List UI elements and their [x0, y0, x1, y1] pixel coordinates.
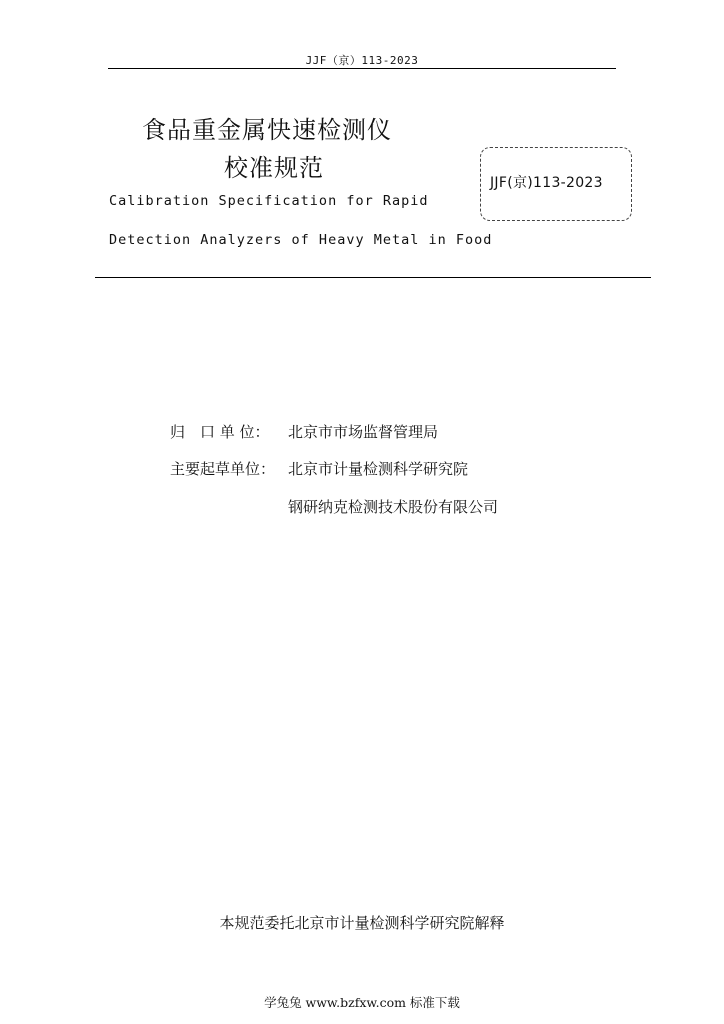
- footer-watermark-text: 学兔兔 www.bzfxw.com 标准下载: [264, 995, 460, 1010]
- title-english-line-2: Detection Analyzers of Heavy Metal in Food: [109, 232, 493, 248]
- header-divider: [108, 68, 616, 69]
- header-standard-code: JJF（京）113-2023: [305, 54, 419, 67]
- interpretation-statement: 本规范委托北京市计量检测科学研究院解释: [219, 914, 505, 932]
- responsible-unit-value: 北京市市场监督管理局: [288, 423, 439, 441]
- standard-code-box-text: JJF(京)113-2023: [490, 175, 603, 191]
- title-english-line-1: Calibration Specification for Rapid: [109, 193, 429, 209]
- title-chinese-line-2: 校准规范: [224, 154, 324, 182]
- drafting-unit-value-1: 北京市计量检测科学研究院: [288, 460, 469, 478]
- title-chinese-line-1: 食品重金属快速检测仪: [142, 116, 392, 144]
- responsible-unit-label: 归 口 单 位：: [170, 423, 270, 441]
- title-divider: [95, 277, 651, 278]
- drafting-unit-value-2: 钢研纳克检测技术股份有限公司: [288, 498, 499, 516]
- drafting-unit-label: 主要起草单位：: [170, 460, 276, 478]
